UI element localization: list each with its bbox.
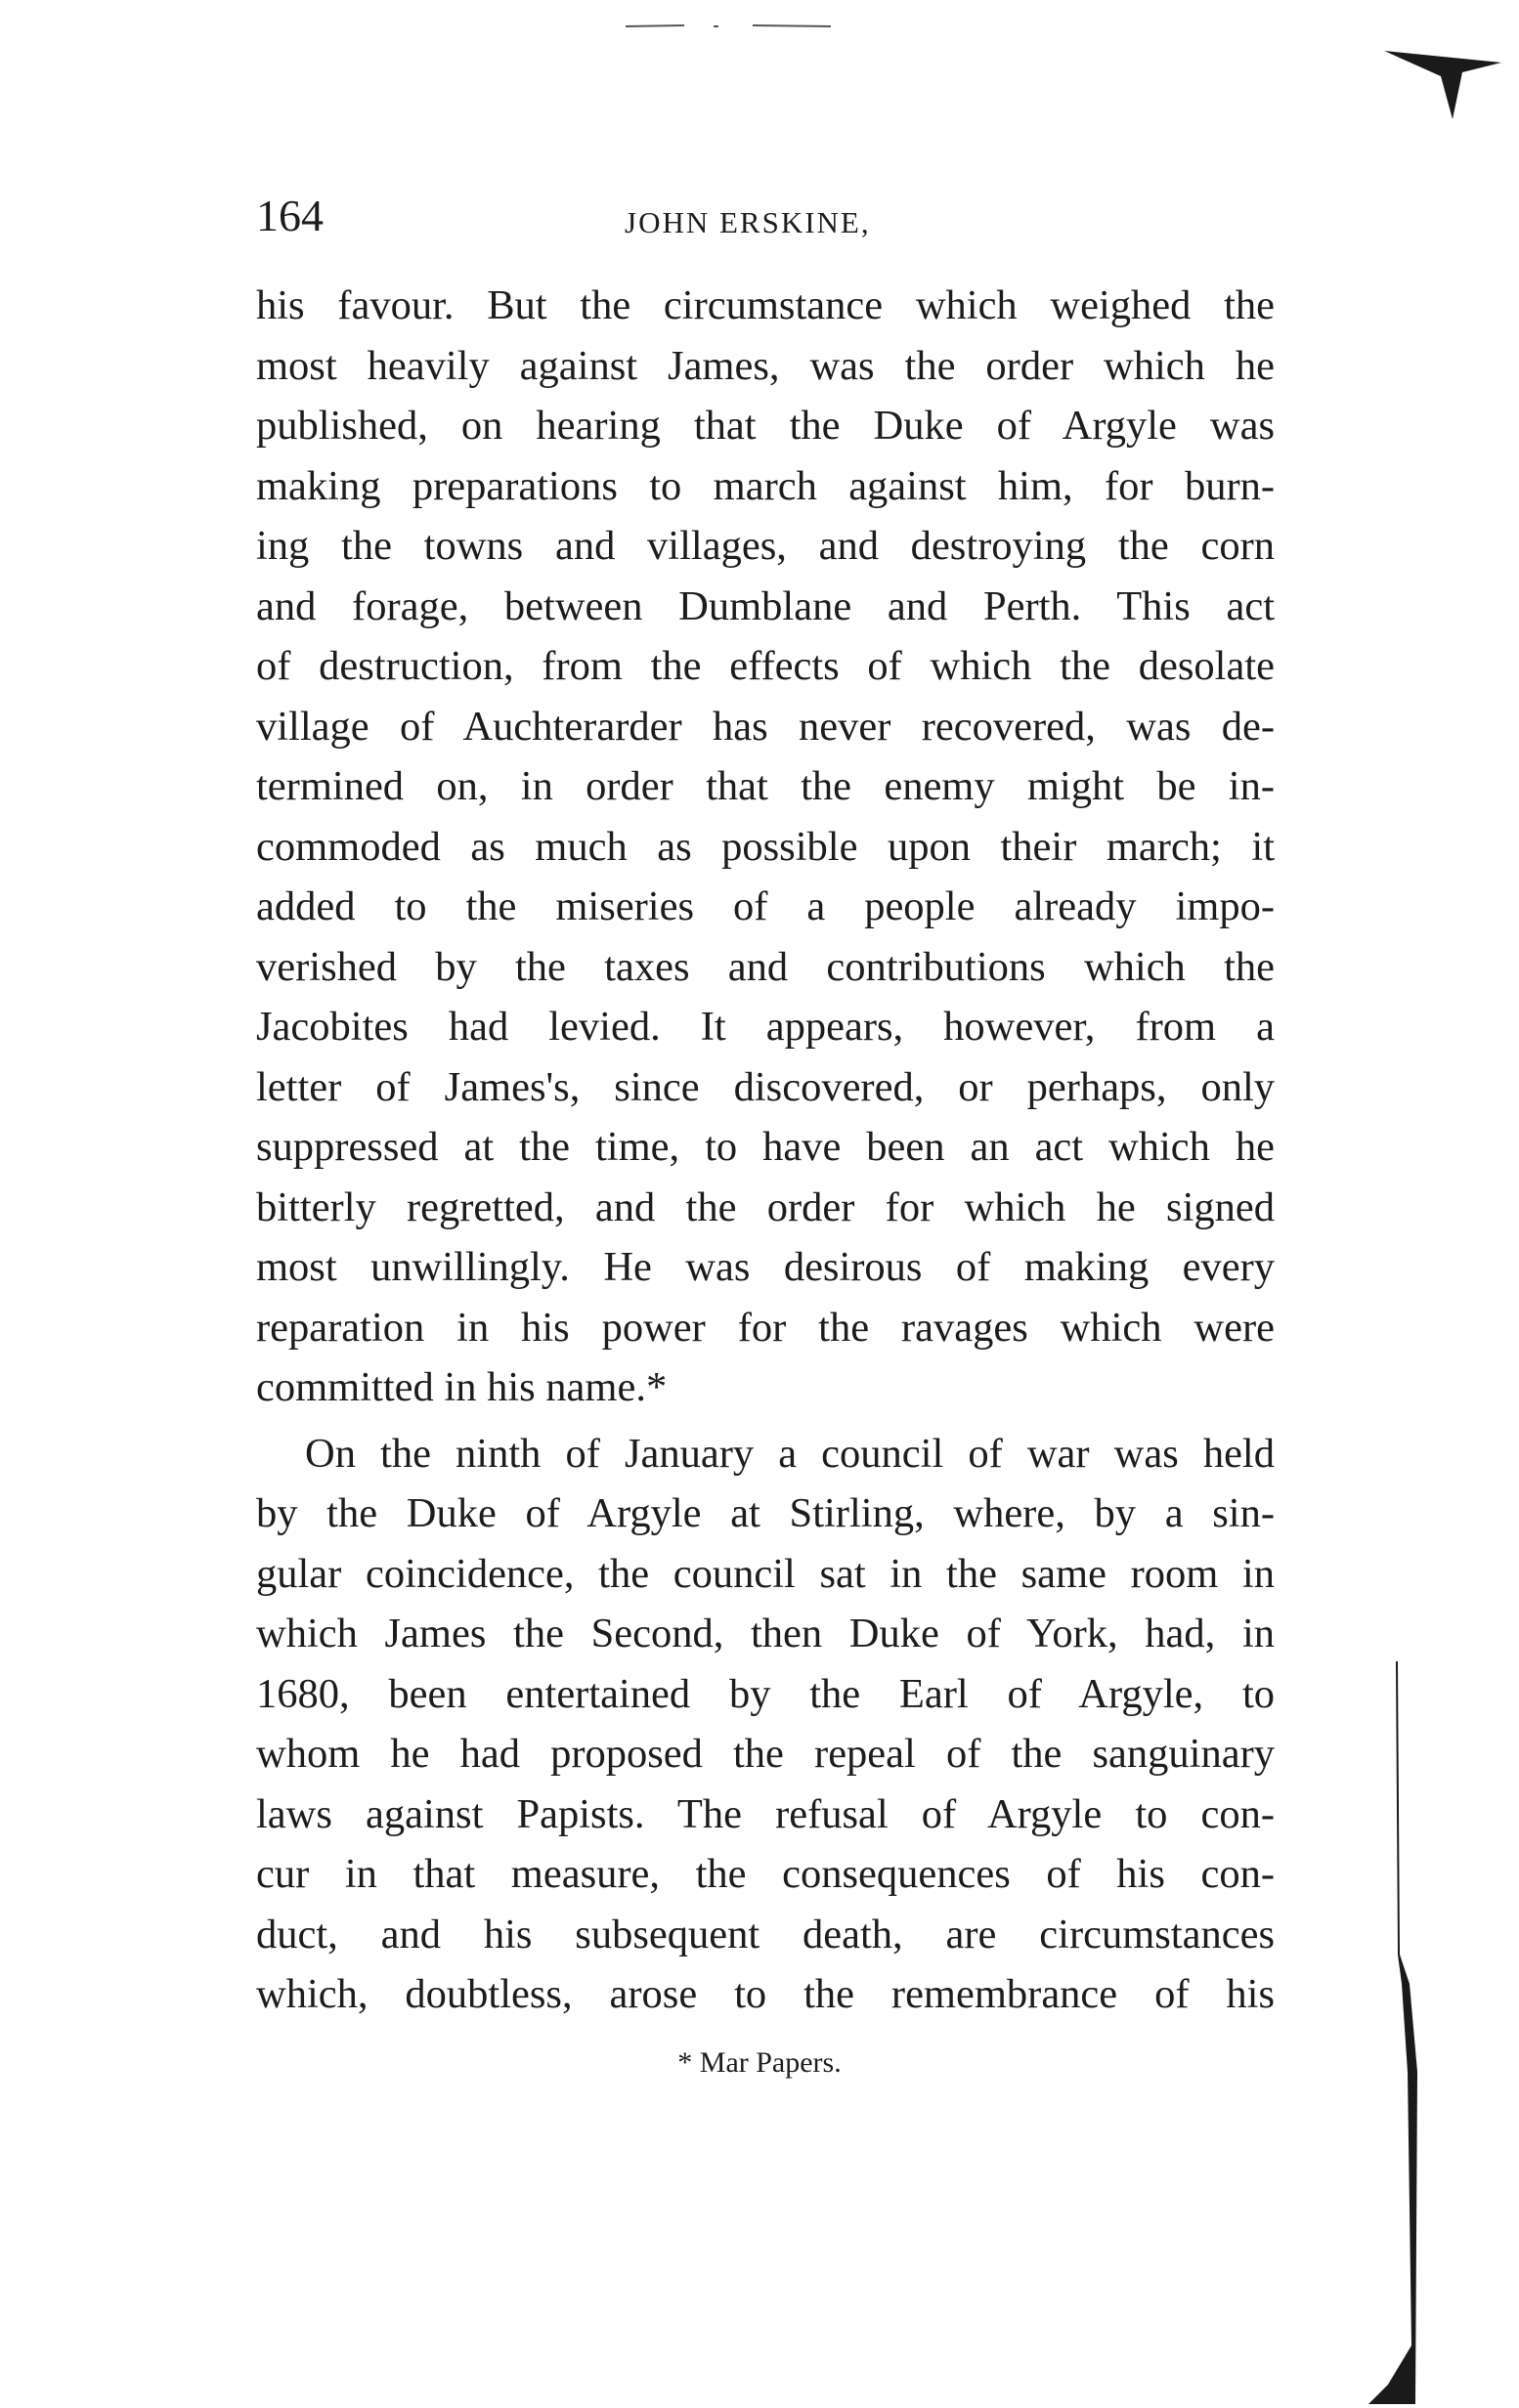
- text-line: suppressed at the time, to have been an act which he: [256, 1124, 1275, 1170]
- text-line: termined on, in order that the enemy might be in-: [256, 763, 1275, 809]
- text-line: most unwillingly. He was desirous of making every: [256, 1244, 1275, 1290]
- footnote: [0, 2046, 1519, 2080]
- text-line: reparation in his power for the ravages which were: [256, 1304, 1275, 1351]
- text-line: duct, and his subsequent death, are circumstances: [256, 1911, 1275, 1957]
- text-line: which, doubtless, arose to the remembrance of his: [256, 1971, 1275, 2017]
- text-line: his favour. But the circumstance which weighed the: [256, 282, 1275, 328]
- text-line: bitterly regretted, and the order for which he signed: [256, 1183, 1275, 1230]
- body-text: [256, 276, 1275, 2025]
- scan-corner-mark: [1384, 51, 1501, 119]
- text-line: 1680, been entertained by the Earl of Argyle, to: [256, 1670, 1275, 1717]
- text-line: cur in that measure, the consequences of his con-: [256, 1851, 1275, 1897]
- text-line: letter of James's, since discovered, or perhaps, only: [256, 1063, 1275, 1110]
- page-number: 164: [256, 191, 324, 240]
- text-line: by the Duke of Argyle at Stirling, where, by a sin-: [256, 1490, 1275, 1536]
- text-line: ing the towns and villages, and destroying the corn: [256, 523, 1275, 569]
- text-line: gular coincidence, the council sat in the same room in: [256, 1550, 1275, 1597]
- text-line: On the ninth of January a council of war was held: [305, 1430, 1275, 1477]
- text-line: verished by the taxes and contributions which the: [256, 943, 1275, 990]
- text-line: most heavily against James, was the order which he: [256, 342, 1275, 389]
- text-line: committed in his name.*: [256, 1364, 668, 1410]
- running-head: JOHN ERSKINE,: [625, 205, 871, 239]
- text-line: and forage, between Dumblane and Perth. This act: [256, 582, 1275, 629]
- text-line: village of Auchterarder has never recovered, was de-: [256, 703, 1275, 750]
- text-line: whom he had proposed the repeal of the sanguinary: [256, 1731, 1275, 1777]
- text-line: Jacobites had levied. It appears, however, from a: [256, 1004, 1275, 1050]
- text-line: of destruction, from the effects of which the desolate: [256, 643, 1275, 689]
- text-line: laws against Papists. The refusal of Argyle to con-: [256, 1790, 1275, 1837]
- text-line: making preparations to march against him, for burn-: [256, 462, 1275, 509]
- text-line: published, on hearing that the Duke of Argyle was: [256, 403, 1275, 449]
- scan-edge-mark: [1368, 1661, 1427, 2404]
- paragraph: [256, 276, 1275, 1418]
- scan-mark-top: [626, 23, 831, 29]
- footnote-text: * Mar Papers.: [677, 2046, 842, 2079]
- page-header: [256, 192, 1282, 260]
- text-line: which James the Second, then Duke of York, had, in: [256, 1611, 1275, 1656]
- text-line: added to the miseries of a people already impo-: [256, 883, 1275, 929]
- paragraph: [256, 1424, 1275, 2025]
- text-line: commoded as much as possible upon their march; it: [256, 823, 1275, 870]
